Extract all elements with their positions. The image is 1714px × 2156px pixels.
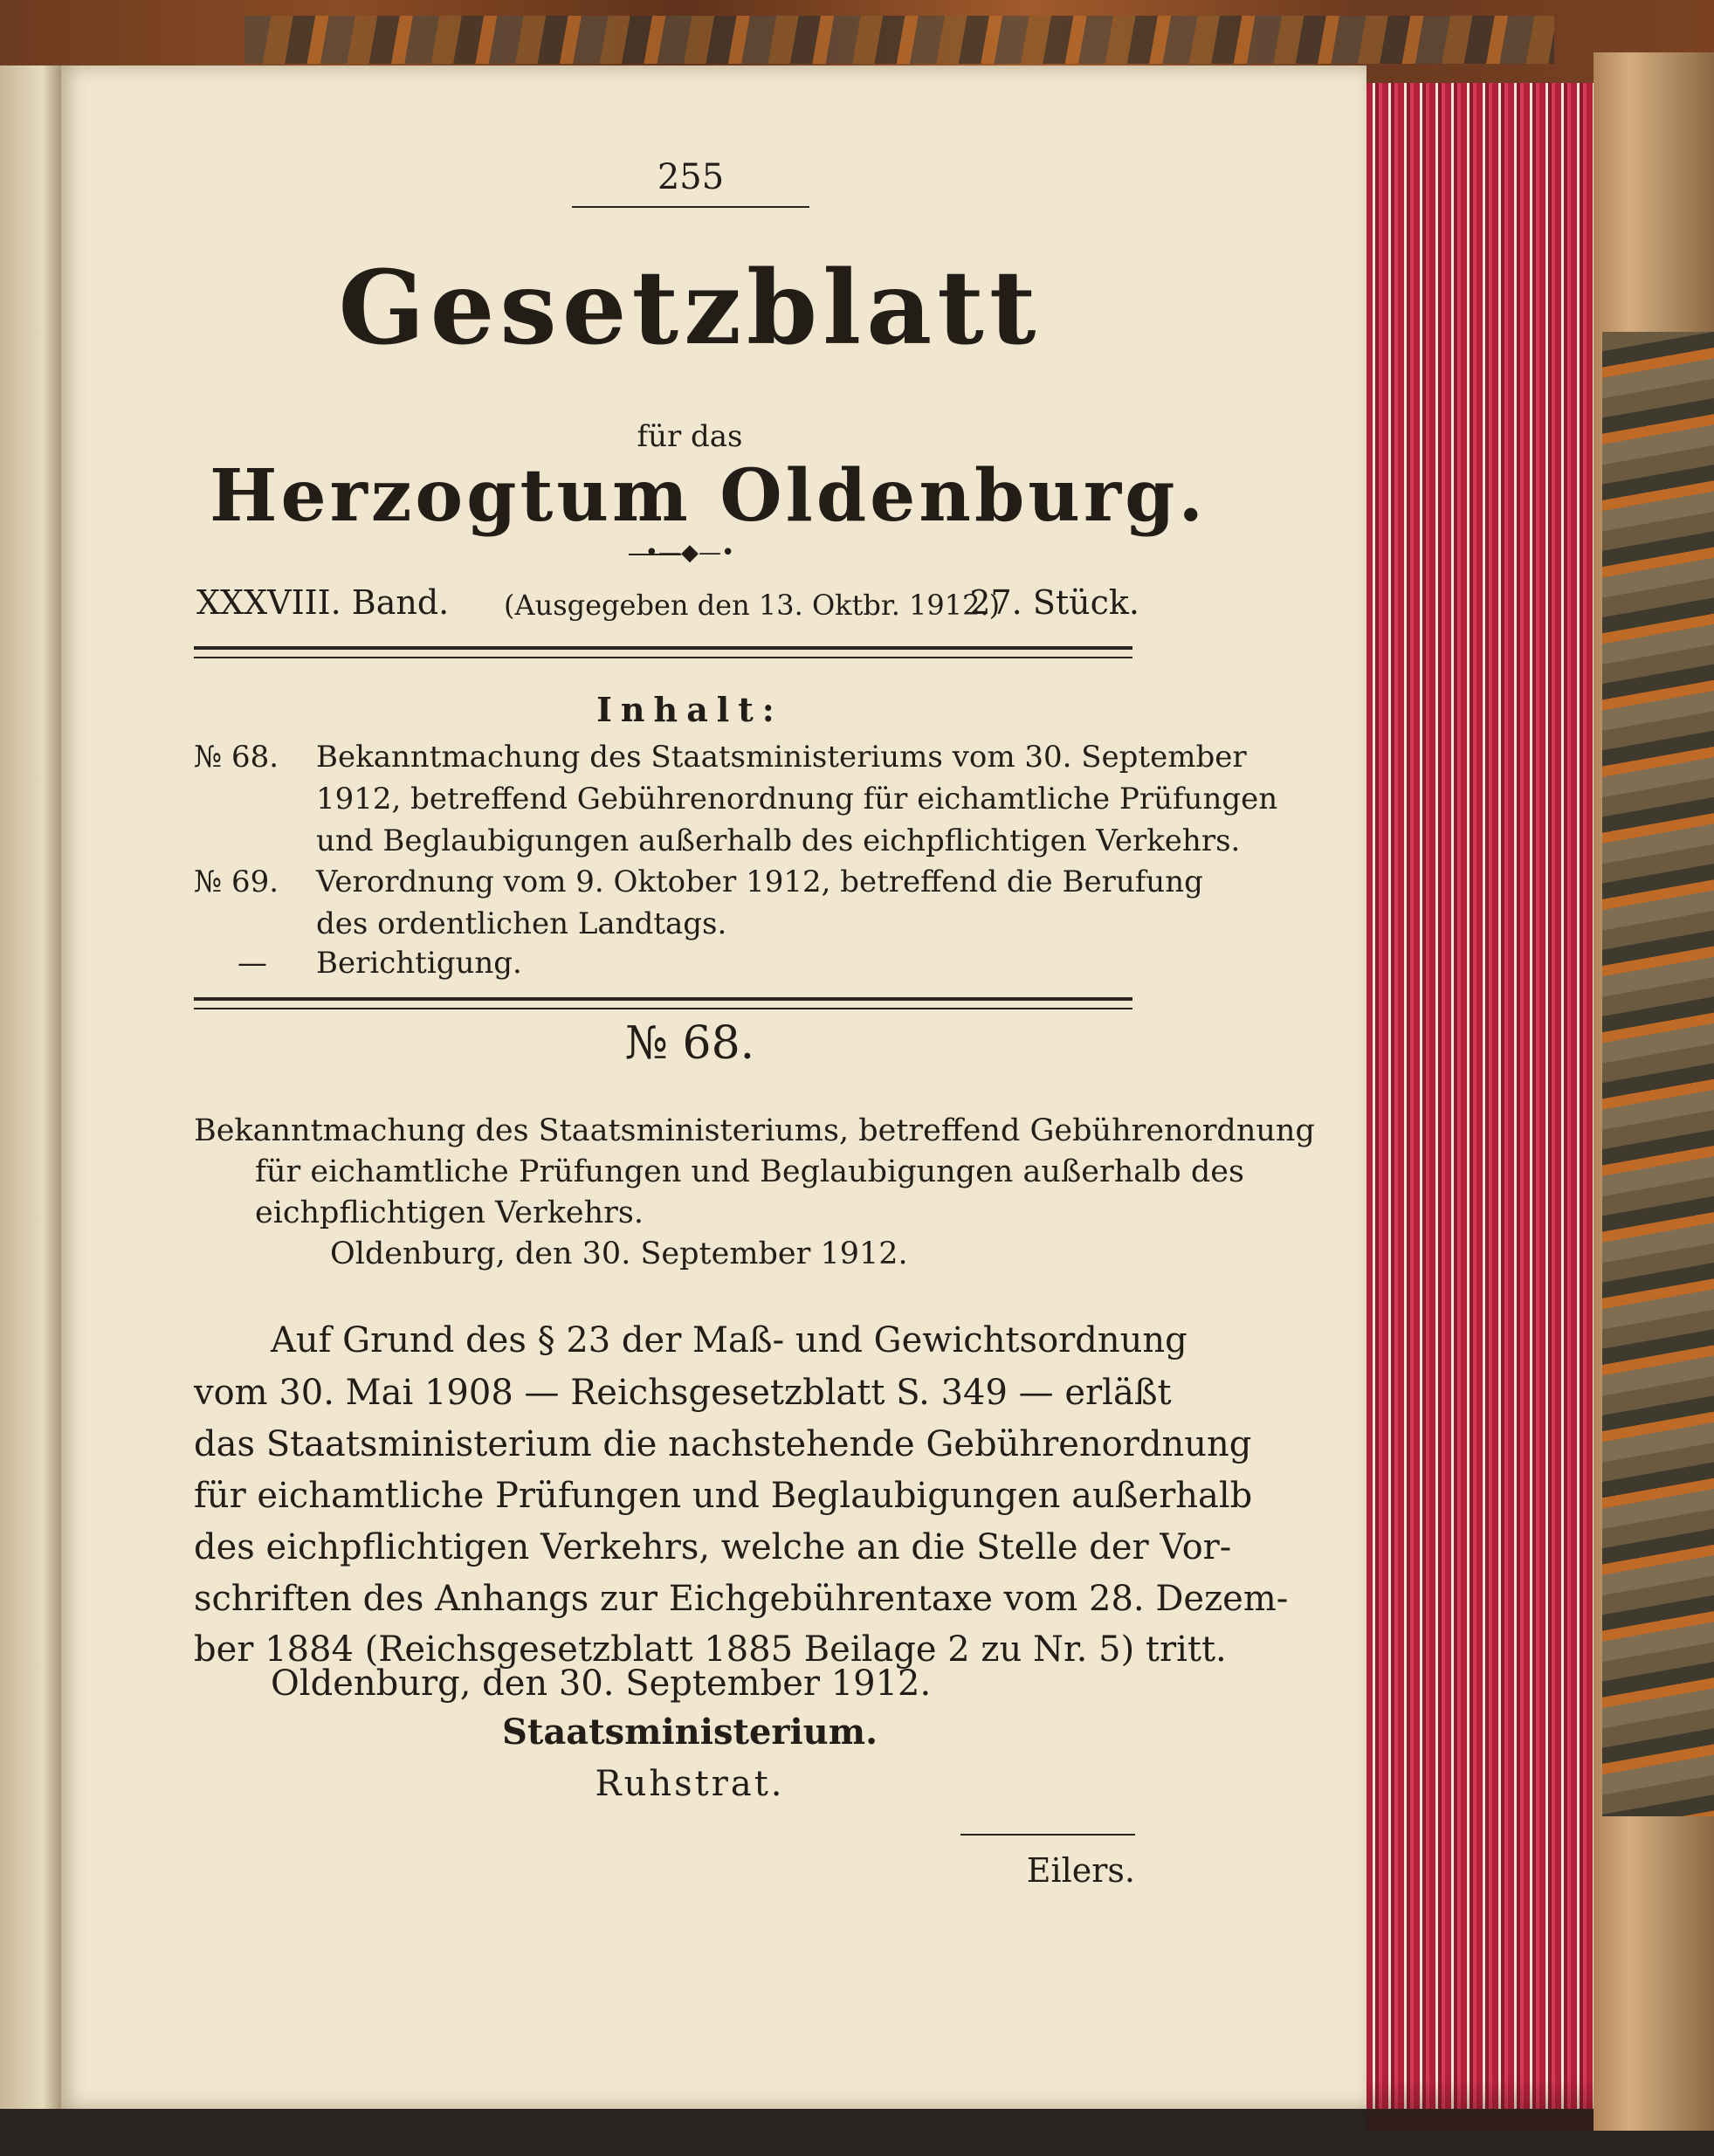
countersign-name: Eilers.	[1026, 1851, 1135, 1890]
toc-item-68-line-1: Bekanntmachung des Staatsministeriums vom 30. September	[316, 740, 1247, 775]
issue-number: 27. Stück.	[969, 583, 1139, 622]
toc-item-68-number: № 68.	[194, 740, 279, 775]
page-number-rule	[572, 206, 809, 208]
decree-closing-date: Oldenburg, den 30. September 1912.	[271, 1663, 932, 1704]
toc-item-69-line-1: Verordnung vom 9. Oktober 1912, betreffend die Berufung	[316, 864, 1203, 899]
decree-body-line-7: ber 1884 (Reichsgesetzblatt 1885 Beilage 2 zu Nr. 5) tritt.	[194, 1629, 1227, 1670]
masthead-subtitle: für das	[637, 419, 743, 454]
decree-body-line-3: das Staatsministerium die nachstehende Gebührenordnung	[194, 1424, 1252, 1464]
page-edges-red	[1366, 83, 1594, 2109]
countersign-rule	[960, 1834, 1135, 1836]
toc-item-68-line-3: und Beglaubigungen außerhalb des eichpflichtigen Verkehrs.	[316, 823, 1241, 858]
ornament-divider: •—◆—•	[644, 540, 735, 566]
page-number: 255	[657, 157, 725, 197]
masthead-title: Gesetzblatt	[338, 249, 1042, 368]
decree-intro-line-1: Bekanntmachung des Staatsministeriums, betreffend Gebührenordnung	[194, 1113, 1315, 1148]
contents-heading: Inhalt:	[596, 690, 783, 729]
left-page-edge	[0, 65, 61, 2109]
toc-item-68-line-2: 1912, betreffend Gebührenordnung für eichamtliche Prüfungen	[316, 782, 1278, 816]
double-rule-mid-b	[194, 1008, 1132, 1009]
double-rule-top-b	[194, 657, 1132, 658]
decree-body-line-1: Auf Grund des § 23 der Maß- und Gewichtsordnung	[271, 1320, 1187, 1360]
toc-item-correction-dash: —	[237, 946, 267, 981]
marbled-cover-pattern	[244, 16, 1554, 64]
masthead-state: Herzogtum Oldenburg.	[210, 454, 1207, 538]
toc-item-69-number: № 69.	[194, 864, 279, 899]
signature-name: Ruhstrat.	[595, 1764, 785, 1804]
toc-item-correction-line-1: Berichtigung.	[316, 946, 522, 981]
decree-body-line-6: schriften des Anhangs zur Eichgebührentaxe vom 28. Dezem-	[194, 1579, 1289, 1619]
double-rule-mid-a	[194, 997, 1132, 1001]
toc-item-69-line-2: des ordentlichen Landtags.	[316, 906, 727, 941]
issue-date: (Ausgegeben den 13. Oktbr. 1912.)	[504, 589, 1001, 622]
signature-ministry: Staatsministerium.	[501, 1712, 878, 1753]
decree-heading: № 68.	[624, 1017, 755, 1070]
issue-volume: XXXVIII. Band.	[196, 583, 450, 622]
decree-body-line-5: des eichpflichtigen Verkehrs, welche an die Stelle der Vor-	[194, 1527, 1232, 1567]
double-rule-top-a	[194, 646, 1132, 650]
page-edges-shadow	[1366, 2078, 1594, 2131]
decree-body-line-2: vom 30. Mai 1908 — Reichsgesetzblatt S. 349 — erläßt	[194, 1373, 1172, 1413]
decree-body-line-4: für eichamtliche Prüfungen und Beglaubigungen außerhalb	[194, 1476, 1253, 1516]
marbled-spine-pattern	[1602, 332, 1714, 1816]
decree-intro-date: Oldenburg, den 30. September 1912.	[330, 1236, 908, 1271]
decree-intro-line-2: für eichamtliche Prüfungen und Beglaubigungen außerhalb des	[255, 1154, 1244, 1189]
decree-intro-line-3: eichpflichtigen Verkehrs.	[255, 1195, 644, 1230]
